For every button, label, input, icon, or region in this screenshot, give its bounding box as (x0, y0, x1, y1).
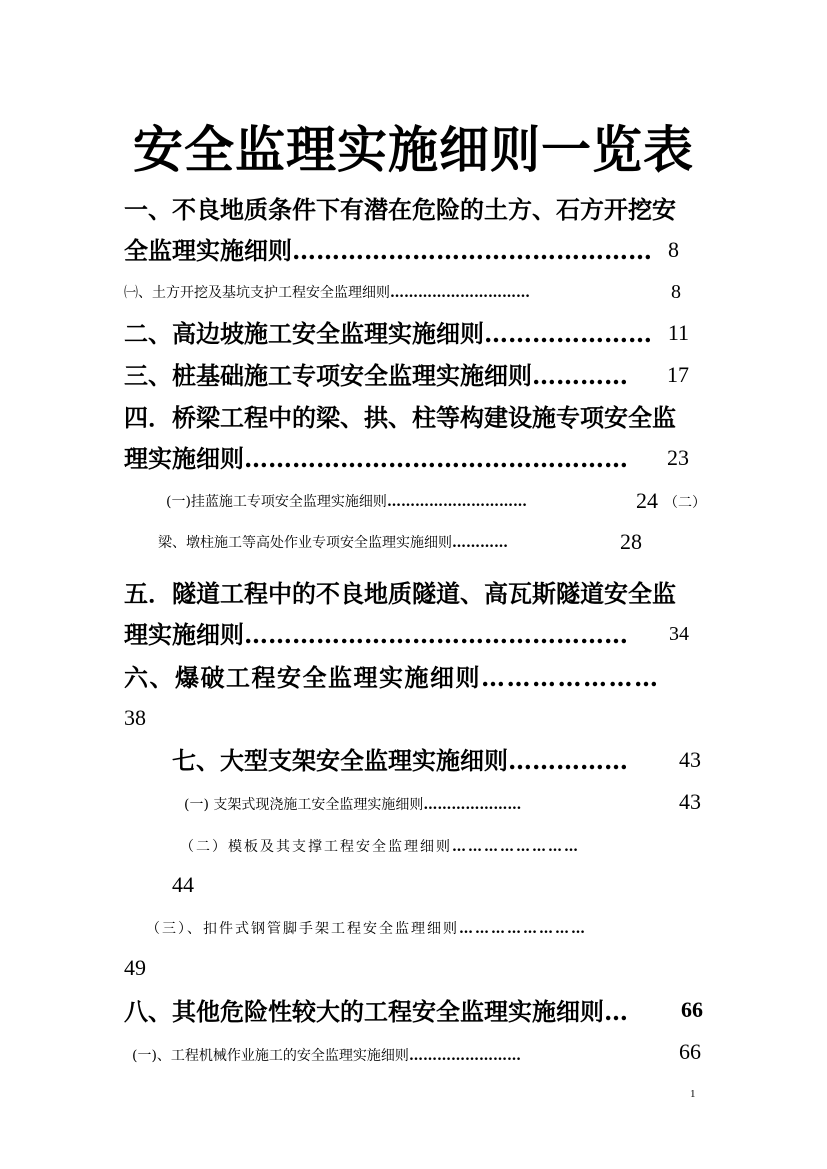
toc-entry-8 (124, 992, 628, 1032)
toc-entry-7-1-page: 43 (679, 789, 701, 814)
toc-leader-dots: ………………………………………… (244, 620, 628, 649)
toc-entry-4-2-page: 28 (620, 529, 642, 554)
toc-entry-1-line1: 一、不良地质条件下有潜在危险的土方、石方开挖安 (124, 195, 676, 224)
toc-entry-7-1 (184, 792, 521, 818)
toc-entry-5-line1: 五．隧道工程中的不良地质隧道、高瓦斯隧道安全监 (124, 579, 676, 608)
toc-entry-5-line2 (124, 615, 628, 655)
toc-leader-dots: ……………………………………… (292, 236, 652, 265)
toc-entry-7-1-title: (一) 支架式现浇施工安全监理实施细则 (184, 797, 424, 813)
toc-entry-7-title: 七、大型支架安全监理实施细则 (172, 746, 508, 775)
toc-leader-dots: … (604, 997, 628, 1026)
toc-entry-1-title: 全监理实施细则 (124, 236, 292, 265)
toc-leader-dots: ………………… (481, 663, 660, 692)
toc-entry-6 (124, 658, 660, 698)
toc-leader-dots: …………………… (452, 839, 580, 855)
toc-entry-4-line1: 四．桥梁工程中的梁、拱、柱等构建设施专项安全监 (124, 403, 676, 432)
toc-entry-7 (172, 741, 628, 781)
toc-entry-1-1-title: ㈠、土方开挖及基坑支护工程安全监理细则 (124, 285, 390, 301)
toc-entry-3-title: 三、桩基础施工专项安全监理实施细则 (124, 361, 532, 390)
toc-entry-5-page: 34 (669, 623, 689, 645)
toc-entry-3-page: 17 (667, 362, 689, 387)
toc-entry-2-page: 11 (667, 320, 689, 345)
toc-leader-dots: ………………………………………… (244, 444, 628, 473)
toc-entry-3 (124, 356, 628, 396)
toc-entry-8-title: 八、其他危险性较大的工程安全监理实施细则 (124, 997, 604, 1026)
toc-entry-4-2 (158, 530, 508, 556)
toc-entry-4-page: 23 (667, 445, 689, 470)
toc-entry-1-1 (124, 280, 530, 306)
toc-entry-7-2 (180, 834, 580, 860)
toc-entry-4-2-title: 梁、墩柱施工等高处作业专项安全监理实施细则 (158, 535, 452, 551)
toc-leader-dots: ………………………… (386, 494, 527, 510)
toc-entry-8-1-title: (一)、工程机械作业施工的安全监理实施细则 (132, 1048, 409, 1064)
toc-entry-4-1 (166, 489, 527, 515)
toc-leader-dots: ………… (532, 361, 628, 390)
toc-entry-8-page: 66 (681, 997, 703, 1022)
toc-entry-2 (124, 314, 652, 354)
toc-entry-4-1-title: (一)挂蓝施工专项安全监理实施细则 (166, 494, 387, 510)
toc-leader-dots: …………………… (459, 921, 587, 937)
toc-leader-dots: ………… (452, 535, 508, 551)
toc-entry-4-title: 理实施细则 (124, 444, 244, 473)
toc-entry-6-title: 六、爆破工程安全监理实施细则 (124, 663, 481, 692)
toc-entry-7-page: 43 (679, 747, 701, 772)
toc-leader-dots: …………… (508, 746, 628, 775)
toc-entry-1-page: 8 (668, 237, 679, 262)
toc-entry-1-1-page: 8 (671, 281, 681, 303)
toc-leader-dots: ………………… (484, 319, 652, 348)
toc-leader-dots: …………………… (408, 1048, 521, 1064)
toc-leader-dots: ………………… (423, 797, 522, 813)
toc-entry-8-1-page: 66 (679, 1039, 701, 1064)
toc-entry-8-1 (132, 1043, 521, 1069)
toc-entry-6-page: 38 (124, 705, 146, 730)
toc-entry-7-3-page: 49 (124, 955, 146, 980)
toc-entry-7-2-title: （二）模板及其支撑工程安全监理细则 (180, 839, 452, 855)
toc-leader-dots: ………………………… (390, 285, 530, 301)
toc-entry-1-line2 (124, 231, 652, 271)
toc-entry-2-title: 二、高边坡施工安全监理实施细则 (124, 319, 484, 348)
toc-entry-7-3-title: （三）、扣件式钢管脚手架工程安全监理细则 (146, 921, 459, 937)
footer-page-number: 1 (690, 1088, 696, 1100)
toc-entry-4-line2 (124, 439, 628, 479)
toc-entry-4-2-prefix: （二） (664, 495, 706, 511)
toc-entry-7-2-page: 44 (172, 872, 194, 897)
toc-entry-4-1-page: 24 (636, 488, 658, 513)
toc-entry-5-title: 理实施细则 (124, 620, 244, 649)
page-title: 安全监理实施细则一览表 (133, 120, 694, 179)
toc-entry-7-3 (146, 916, 587, 942)
